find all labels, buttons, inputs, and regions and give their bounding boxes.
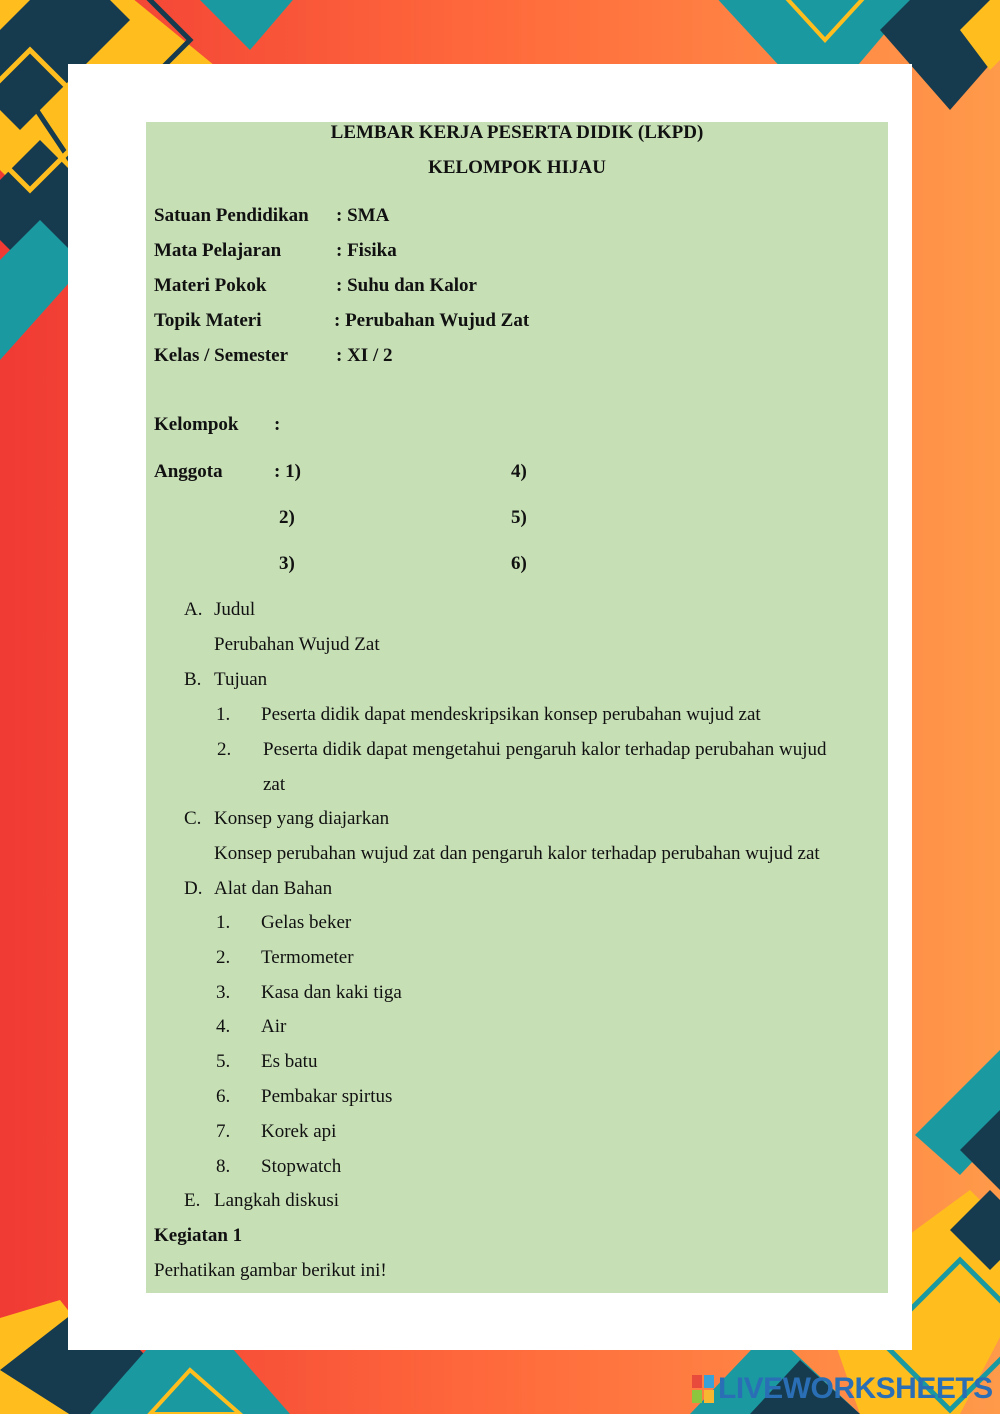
member-slot-4: 4) [511,461,527,482]
liveworksheets-logo-text: LIVEWORKSHEETS [718,1372,993,1405]
section-e-title: Langkah diskusi [214,1190,340,1211]
identity-value-material: : Suhu dan Kalor [336,275,477,296]
identity-label-class: Kelas / Semester [154,345,289,366]
identity-label-school: Satuan Pendidikan [154,205,309,226]
section-c-letter: C. [184,808,202,829]
member-slot-5: 5) [511,507,527,528]
objective-2-number: 2. [217,739,232,760]
material-1-number: 1. [216,912,231,933]
section-c-title: Konsep yang diajarkan [214,808,390,829]
section-b-title: Tujuan [214,669,268,690]
identity-value-subject: : Fisika [336,240,397,261]
section-d-title: Alat dan Bahan [214,878,333,899]
liveworksheets-logo[interactable] [692,1372,993,1406]
identity-label-subject: Mata Pelajaran [154,240,282,261]
material-2-number: 2. [216,947,231,968]
section-d-letter: D. [184,878,203,899]
section-c-body: Konsep perubahan wujud zat dan pengaruh kalor terhadap perubahan wujud zat [214,843,820,864]
worksheet-title: LEMBAR KERJA PESERTA DIDIK (LKPD) [330,122,704,143]
member-slot-2: 2) [279,507,295,528]
members-label: Anggota [154,461,223,482]
group-colon: : [274,414,281,435]
material-1-text: Gelas beker [261,912,352,933]
identity-label-topic: Topik Materi [154,310,262,331]
member-slot-6: 6) [511,553,527,574]
identity-value-school: : SMA [336,205,390,226]
section-e-letter: E. [184,1190,201,1211]
activity-title: Kegiatan 1 [154,1225,243,1246]
material-8-number: 8. [216,1156,231,1177]
material-6-text: Pembakar spirtus [261,1086,393,1107]
section-b-letter: B. [184,669,202,690]
material-5-number: 5. [216,1051,231,1072]
material-3-text: Kasa dan kaki tiga [261,982,402,1003]
identity-value-class: : XI / 2 [336,345,393,366]
material-6-number: 6. [216,1086,231,1107]
identity-label-material: Materi Pokok [154,275,267,296]
material-4-number: 4. [216,1016,231,1037]
objective-1-text: Peserta didik dapat mendeskripsikan konsep perubahan wujud zat [261,704,761,725]
objective-1-number: 1. [216,704,231,725]
section-a-title: Judul [214,599,256,620]
material-2-text: Termometer [261,947,354,968]
material-7-text: Korek api [261,1121,337,1142]
member-slot-3: 3) [279,553,295,574]
identity-value-topic: : Perubahan Wujud Zat [334,310,530,331]
activity-instruction: Perhatikan gambar berikut ini! [154,1260,387,1281]
group-title: KELOMPOK HIJAU [428,157,606,178]
group-label: Kelompok [154,414,239,435]
objective-2-text: Peserta didik dapat mengetahui pengaruh kalor terhadap perubahan wujud [263,739,827,760]
material-3-number: 3. [216,982,231,1003]
liveworksheets-logo-icon [692,1375,714,1403]
material-7-number: 7. [216,1121,231,1142]
section-a-letter: A. [184,599,203,620]
material-8-text: Stopwatch [261,1156,342,1177]
section-a-body: Perubahan Wujud Zat [214,634,380,655]
objective-2-text-continued: zat [263,774,286,795]
material-5-text: Es batu [261,1051,318,1072]
member-slot-1: : 1) [274,461,301,482]
material-4-text: Air [261,1016,287,1037]
